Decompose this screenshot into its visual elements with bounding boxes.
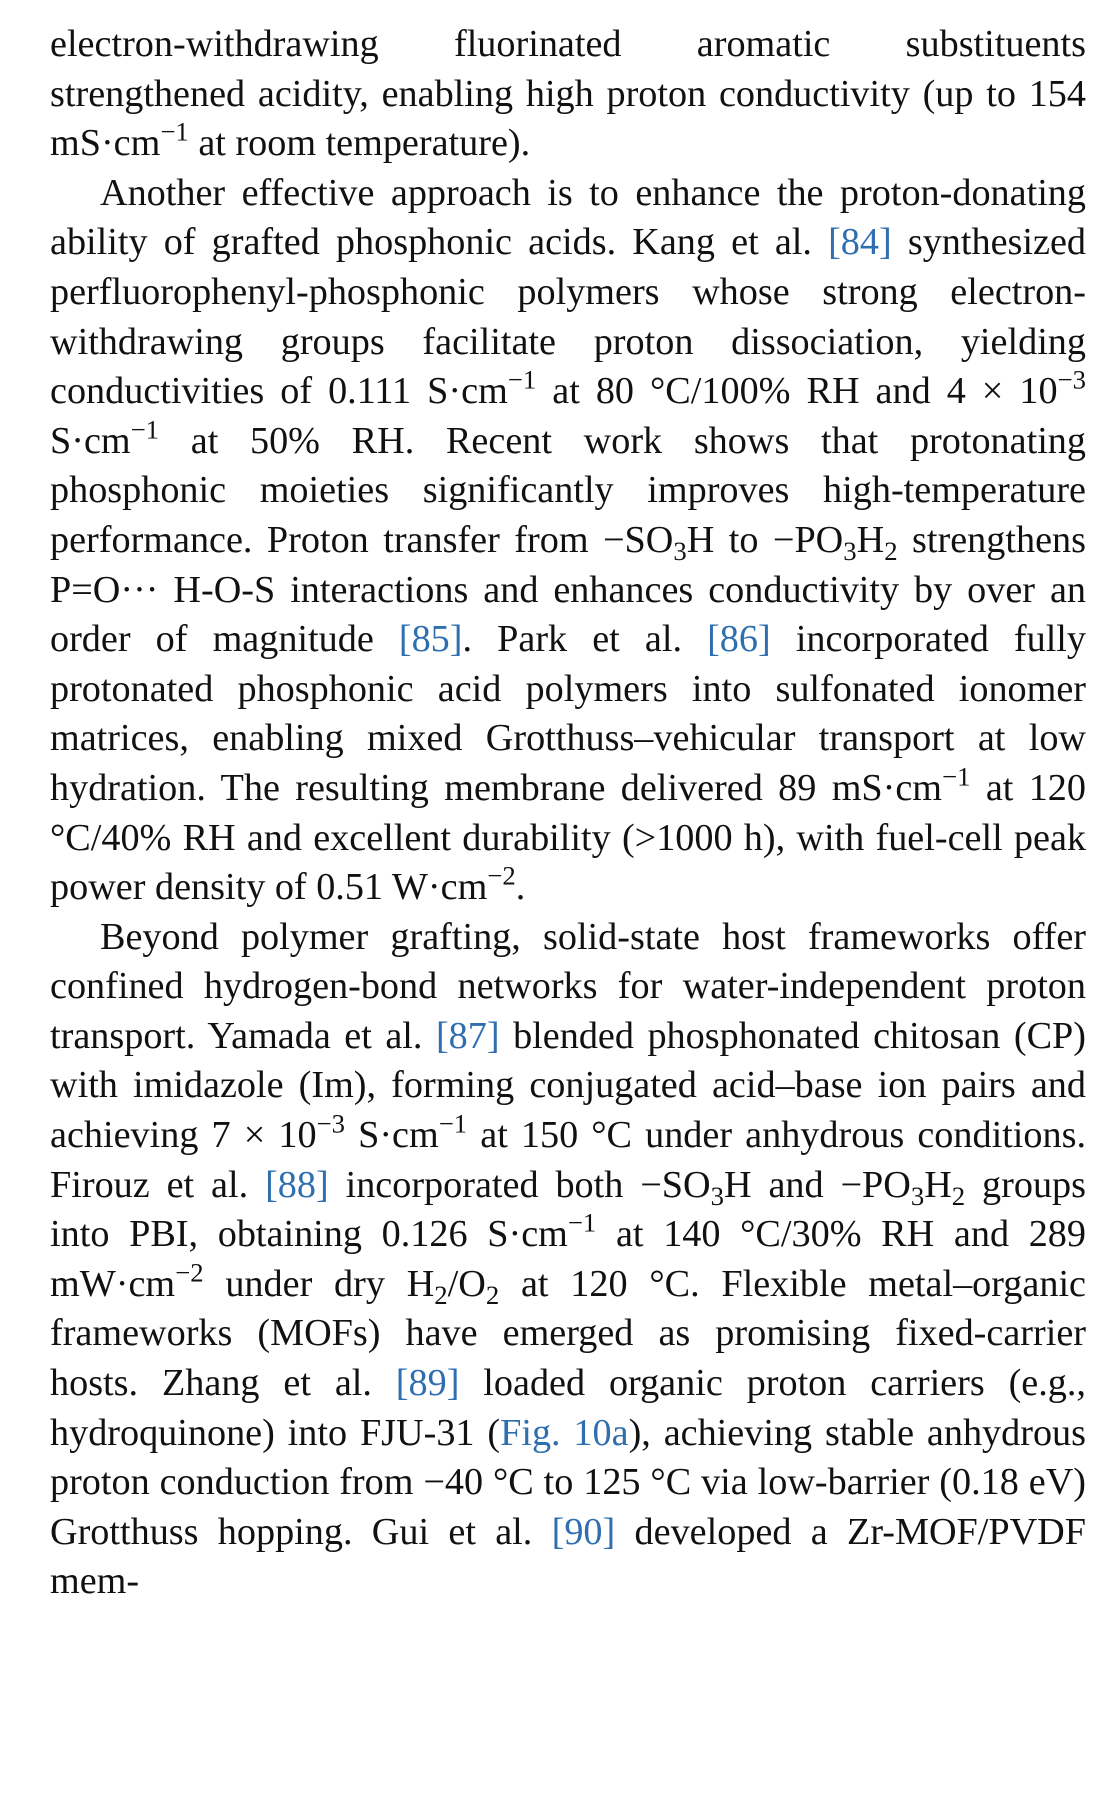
paragraph-p1	[50, 20, 1086, 169]
citation-link[interactable]: [87]	[435, 1014, 500, 1057]
text-run: groups into PBI, obtaining 0.126 S·cm	[50, 1163, 1087, 1256]
text-run: incorporated both −SO	[328, 1163, 711, 1206]
superscript: −3	[316, 1108, 345, 1139]
citation-link[interactable]: [84]	[828, 221, 892, 264]
superscript: −1	[567, 1207, 597, 1238]
citation-link[interactable]: [89]	[395, 1362, 460, 1405]
citation-link[interactable]: [86]	[707, 618, 771, 661]
text-run: Another effective approach is to enhance the proton-donating ability of grafted phosphonic acids. Kang et al.	[50, 171, 1086, 264]
citation-link[interactable]: [88]	[265, 1163, 329, 1206]
paragraph-p2	[50, 169, 1086, 913]
subscript: 2	[485, 1279, 500, 1310]
text-run: at 150 °C under anhydrous conditions. Firouz et al.	[50, 1114, 1086, 1206]
text-run: at 120 °C. Flexible metal–organic frameworks (MOFs) have emerged as promising fixed-carrier hosts. Zhang et al.	[50, 1262, 1087, 1405]
superscript: −1	[130, 414, 160, 445]
text-run: H	[856, 518, 885, 561]
paragraph-p3	[50, 913, 1086, 1607]
text-run: developed a Zr-MOF/PVDF mem-	[50, 1510, 1086, 1603]
text-run: at 140 °C/30% RH and 289 mW·cm	[50, 1213, 1086, 1305]
text-run: H and −PO	[723, 1163, 911, 1206]
subscript: 2	[434, 1279, 448, 1310]
subscript: 3	[910, 1180, 925, 1211]
superscript: −3	[1057, 364, 1086, 395]
subscript: 3	[710, 1180, 724, 1211]
text-run: loaded organic proton carriers (e.g., hydroquinone) into FJU-31 (	[50, 1362, 1086, 1454]
text-run: Beyond polymer grafting, solid-state host frameworks offer confined hydrogen-bond networks for water-independent proton transport. Yamada et al.	[50, 915, 1086, 1057]
superscript: −1	[160, 116, 189, 147]
subscript: 2	[884, 535, 898, 566]
text-run: . Park et al.	[462, 618, 708, 661]
text-run: H	[924, 1163, 952, 1206]
document-body	[50, 20, 1086, 1607]
text-run: strengthens P=O··· H-O-S interactions and enhances conductivity by over an order of magnitude	[50, 518, 1086, 661]
text-run: /O	[447, 1262, 486, 1305]
subscript: 3	[673, 535, 687, 566]
text-run: S·cm	[50, 419, 131, 462]
text-run: synthesized perfluorophenyl-phosphonic polymers whose strong electron-withdrawing groups facilitate proton dissociation, yielding conductivities of 0.111 S·cm	[50, 221, 1087, 413]
text-run: at room temperature).	[188, 122, 531, 165]
figure-link[interactable]: Fig. 10a	[500, 1411, 629, 1454]
citation-link[interactable]: [90]	[551, 1510, 616, 1553]
subscript: 3	[843, 535, 857, 566]
superscript: −1	[507, 364, 537, 395]
text-run: .	[515, 866, 526, 909]
subscript: 2	[951, 1180, 966, 1211]
text-run: electron-withdrawing fluorinated aromatic substituents strengthened acidity, enabling high proton conductivity (up to 154 mS·cm	[50, 23, 1086, 165]
text-run: at 80 °C/100% RH and 4 × 10	[536, 370, 1058, 413]
text-run: at 50% RH. Recent work shows that protonating phosphonic moieties significantly improves high-temperature performance. Proton transfer from −SO	[50, 419, 1086, 561]
superscript: −2	[175, 1257, 204, 1288]
citation-link[interactable]: [85]	[398, 618, 463, 661]
text-run: H to −PO	[686, 518, 844, 561]
text-run: ), achieving stable anhydrous proton conduction from −40 °C to 125 °C via low-barrier (0.18 eV) Grotthuss hopping. Gui et al.	[50, 1411, 1086, 1553]
superscript: −1	[438, 1108, 468, 1139]
text-run: under dry H	[203, 1262, 435, 1305]
superscript: −2	[487, 860, 516, 891]
text-run: at 120 °C/40% RH and excellent durability (>1000 h), with fuel-cell peak power density of 0.51 W·cm	[50, 766, 1086, 909]
text-run: S·cm	[345, 1114, 439, 1157]
superscript: −1	[942, 761, 971, 792]
text-run: blended phosphonated chitosan (CP) with imidazole (Im), forming conjugated acid–base ion pairs and achieving 7 × 10	[50, 1014, 1086, 1157]
text-run: incorporated fully protonated phosphonic acid polymers into sulfonated ionomer matrices, enabling mixed Grotthuss–vehicular transport at low hydration. The resulting membrane delivered 89 mS·cm	[50, 618, 1087, 809]
